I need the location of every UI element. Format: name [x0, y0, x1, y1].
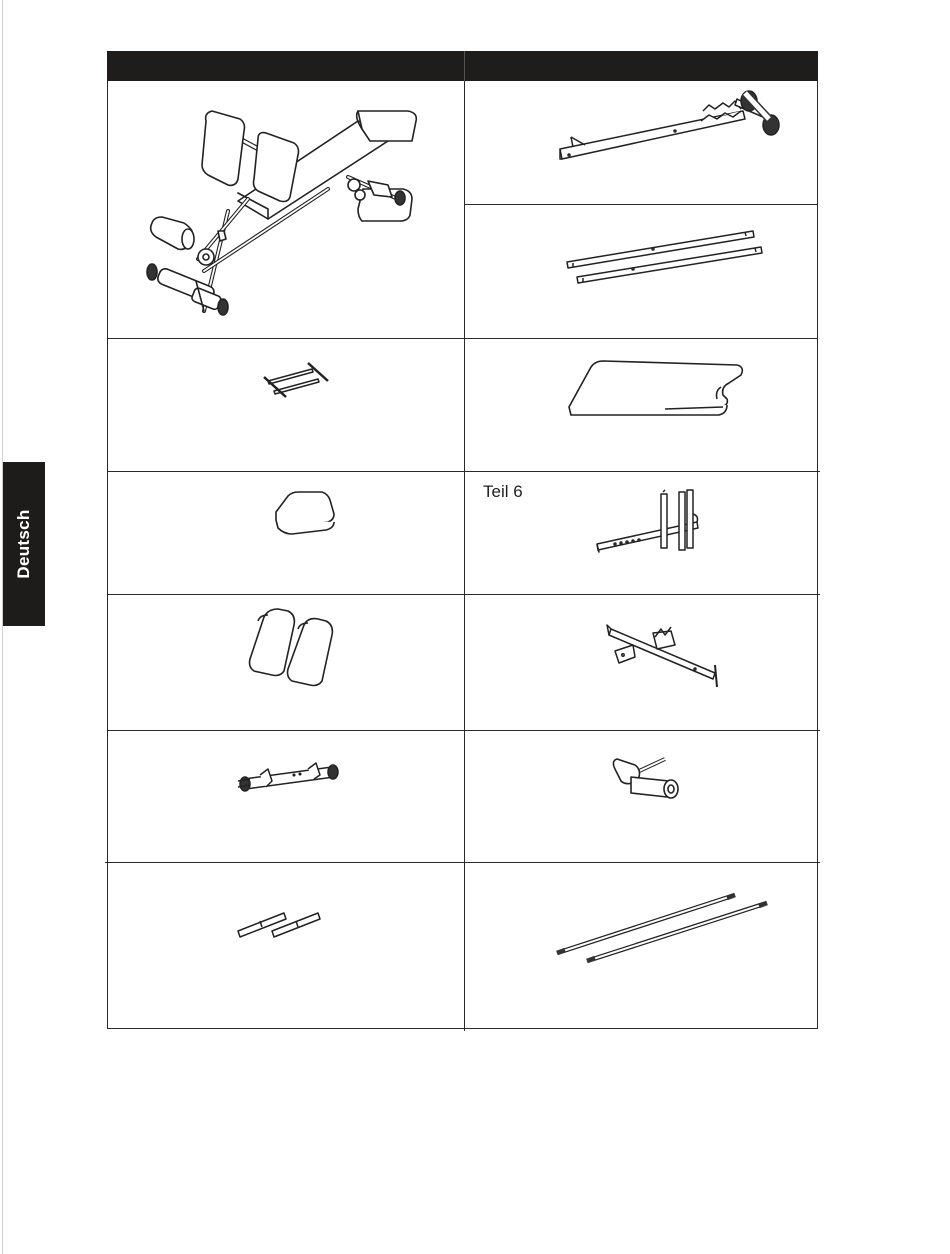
cell-roller-tube: [108, 731, 464, 862]
cell-short-rods: [108, 863, 464, 1028]
cell-support-tubes: [465, 205, 817, 338]
short-rods-icon: [108, 863, 464, 1028]
cell-seat-pad: [108, 472, 464, 594]
bar-bracket-icon: [108, 339, 464, 471]
support-tubes-icon: [465, 205, 817, 338]
cell-long-rods: [465, 863, 817, 1028]
cell-part-6: [465, 472, 817, 594]
roller-tube-icon: [108, 731, 464, 862]
long-rods-icon: [465, 863, 817, 1028]
table-border-bottom: [107, 1028, 818, 1029]
cell-rear-frame: [465, 81, 817, 204]
cell-assembled-bench: [108, 81, 464, 338]
cell-leg-pads: [108, 595, 464, 730]
table-header: [107, 51, 818, 81]
assembled-bench-icon: [108, 81, 464, 338]
rear-frame-icon: [465, 81, 817, 204]
language-tab-label: Deutsch: [14, 509, 33, 579]
part-6-label: Teil 6: [483, 482, 523, 501]
foam-roller-icon: [465, 731, 817, 862]
table-border-right: [817, 81, 818, 1028]
backrest-pad-icon: [465, 339, 817, 471]
front-frame-icon: [465, 595, 817, 730]
cell-front-frame: [465, 595, 817, 730]
page-edge: [2, 0, 3, 1254]
adjustment-frame-icon: [465, 472, 817, 594]
cell-foam-roller: [465, 731, 817, 862]
cell-backrest-pad: [465, 339, 817, 471]
seat-pad-icon: [108, 472, 464, 594]
header-divider: [464, 51, 465, 81]
cell-bar-bracket: [108, 339, 464, 471]
language-tab: [3, 462, 45, 626]
leg-pads-icon: [108, 595, 464, 730]
